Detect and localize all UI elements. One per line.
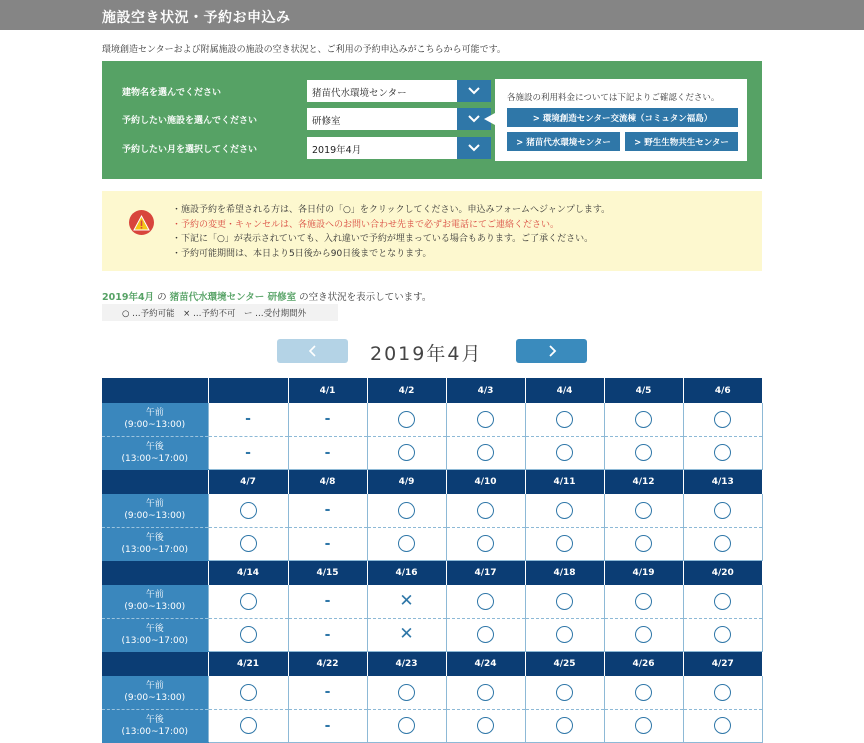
availability-cell[interactable] (683, 585, 762, 618)
date-header-cell: 4/15 (288, 560, 367, 585)
morning-row (102, 494, 762, 527)
date-header-cell: 4/6 (683, 378, 762, 403)
available-mark[interactable] (635, 411, 652, 428)
showing-of: の (157, 292, 167, 303)
availability-cell[interactable] (604, 709, 683, 742)
available-mark[interactable] (477, 684, 494, 701)
available-mark[interactable] (556, 684, 573, 701)
morning-slot-label (102, 403, 208, 436)
prev-month-button[interactable] (277, 339, 348, 363)
slot-name: 午後 (145, 623, 164, 634)
date-header-cell: 4/10 (446, 469, 525, 494)
chevron-down-icon (468, 115, 480, 123)
date-header-cell: 4/20 (683, 560, 762, 585)
morning-slot-label (102, 585, 208, 618)
availability-cell[interactable] (446, 527, 525, 560)
slot-time: (13:00~17:00) (121, 635, 188, 646)
availability-cell[interactable] (446, 494, 525, 527)
out-of-period-mark: - (324, 502, 331, 519)
building-dropdown-button[interactable] (457, 80, 491, 102)
availability-cell[interactable] (208, 494, 288, 527)
availability-cell[interactable] (446, 436, 525, 469)
slot-name: 午前 (145, 681, 164, 692)
selector-panel (102, 61, 762, 179)
availability-cell[interactable] (208, 618, 288, 651)
available-mark[interactable] (477, 626, 494, 643)
availability-cell[interactable] (208, 527, 288, 560)
showing-month: 2019年4月 (102, 292, 155, 303)
available-mark[interactable] (635, 593, 652, 610)
slot-time: (9:00~13:00) (124, 420, 186, 431)
date-header-cell: 4/22 (288, 651, 367, 676)
building-select[interactable]: 猪苗代水環境センター (307, 80, 457, 102)
availability-cell (288, 709, 367, 742)
out-of-period-mark: - (245, 411, 251, 428)
fee-info-text: 各施設の利用料金については下記よりご確認ください。 (507, 93, 720, 103)
available-mark[interactable] (477, 502, 494, 519)
date-header-cell: 4/21 (208, 651, 288, 676)
date-header-cell: 4/13 (683, 469, 762, 494)
date-header-cell: 4/9 (367, 469, 446, 494)
afternoon-slot-label (102, 709, 208, 742)
fee-box-pointer (484, 113, 495, 125)
slot-time: (13:00~17:00) (121, 726, 188, 737)
date-header-cell (208, 378, 288, 403)
availability-cell[interactable] (446, 585, 525, 618)
availability-cell[interactable] (367, 403, 446, 436)
week-header-row (102, 378, 762, 403)
out-of-period-mark: - (324, 684, 331, 701)
availability-cell[interactable] (604, 527, 683, 560)
available-mark[interactable] (714, 444, 731, 461)
out-of-period-mark: - (324, 535, 331, 552)
morning-row (102, 585, 762, 618)
availability-cell[interactable] (446, 676, 525, 709)
date-header-cell: 4/25 (525, 651, 604, 676)
availability-cell[interactable] (208, 709, 288, 742)
notice-line: ・下記に「○」が表示されていても、入れ違いで予約が埋まっている場合もあります。ご了承ください。 (172, 234, 594, 244)
availability-cell (288, 527, 367, 560)
afternoon-row (102, 527, 762, 560)
availability-cell (288, 585, 367, 618)
availability-cell[interactable] (604, 436, 683, 469)
slot-time: (9:00~13:00) (124, 602, 186, 613)
out-of-period-mark: - (324, 411, 331, 428)
afternoon-slot-label (102, 527, 208, 560)
next-month-button[interactable] (516, 339, 587, 363)
available-mark[interactable] (635, 444, 652, 461)
availability-cell[interactable] (446, 618, 525, 651)
slot-header-cell (102, 560, 208, 585)
showing-suffix: の空き状況を表示しています。 (299, 292, 432, 303)
available-mark[interactable] (240, 684, 257, 701)
date-header-cell: 4/27 (683, 651, 762, 676)
available-mark[interactable] (556, 502, 573, 519)
availability-cell[interactable] (683, 618, 762, 651)
date-header-cell: 4/7 (208, 469, 288, 494)
availability-cell[interactable] (683, 436, 762, 469)
showing-status (102, 289, 431, 303)
fee-link-commutan[interactable]: > 環境創造センター交流棟（コミュタン福島） (507, 108, 738, 127)
availability-calendar (102, 378, 763, 743)
fee-info-box (495, 79, 747, 161)
out-of-period-mark: - (324, 626, 331, 643)
availability-cell[interactable] (367, 494, 446, 527)
out-of-period-mark: - (245, 444, 251, 461)
availability-cell (367, 585, 446, 618)
date-header-cell: 4/4 (525, 378, 604, 403)
availability-cell (208, 436, 288, 469)
availability-cell[interactable] (446, 403, 525, 436)
availability-cell[interactable] (683, 709, 762, 742)
date-header-cell: 4/11 (525, 469, 604, 494)
available-mark[interactable] (635, 626, 652, 643)
slot-header-cell (102, 651, 208, 676)
availability-cell[interactable] (525, 585, 604, 618)
availability-cell (288, 436, 367, 469)
slot-header-cell (102, 469, 208, 494)
availability-cell[interactable] (683, 494, 762, 527)
availability-cell[interactable] (604, 494, 683, 527)
week-header-row (102, 560, 762, 585)
month-select-row (122, 137, 472, 159)
available-mark[interactable] (714, 535, 731, 552)
date-header-cell: 4/19 (604, 560, 683, 585)
afternoon-slot-label (102, 618, 208, 651)
availability-cell (288, 494, 367, 527)
date-header-cell: 4/12 (604, 469, 683, 494)
availability-cell (367, 618, 446, 651)
out-of-period-mark: - (324, 717, 331, 734)
available-mark[interactable] (714, 411, 731, 428)
available-mark[interactable] (556, 411, 573, 428)
slot-name: 午後 (145, 714, 164, 725)
availability-cell[interactable] (525, 618, 604, 651)
availability-cell[interactable] (525, 403, 604, 436)
available-mark[interactable] (477, 411, 494, 428)
building-label: 建物名を選んでください (122, 88, 222, 98)
available-mark[interactable] (477, 444, 494, 461)
availability-cell[interactable] (683, 676, 762, 709)
available-mark[interactable] (477, 593, 494, 610)
availability-cell[interactable] (525, 527, 604, 560)
date-header-cell: 4/3 (446, 378, 525, 403)
available-mark[interactable] (398, 684, 415, 701)
week-header-row (102, 651, 762, 676)
date-header-cell: 4/5 (604, 378, 683, 403)
availability-cell[interactable] (367, 709, 446, 742)
out-of-period-mark: - (324, 593, 331, 610)
available-mark[interactable] (240, 717, 257, 734)
month-dropdown-button[interactable] (457, 137, 491, 159)
slot-name: 午前 (145, 499, 164, 510)
notice-line-warning: ・予約の変更・キャンセルは、各施設へのお問い合わせ先まで必ずお電話にてご連絡ください。 (172, 219, 560, 230)
available-mark[interactable] (398, 717, 415, 734)
availability-cell (288, 676, 367, 709)
available-mark[interactable] (714, 626, 731, 643)
availability-cell (288, 618, 367, 651)
chevron-down-icon (468, 87, 480, 95)
available-mark[interactable] (240, 535, 257, 552)
availability-cell[interactable] (604, 403, 683, 436)
notice-line: ・施設予約を希望される方は、各日付の「○」をクリックしてください。申込みフォームへジャンプします。 (172, 205, 611, 215)
month-select[interactable]: 2019年4月 (307, 137, 457, 159)
available-mark[interactable] (398, 502, 415, 519)
calendar-month-title: 2019年4月 (370, 343, 483, 365)
available-mark[interactable] (635, 717, 652, 734)
fee-link-wildlife[interactable]: > 野生生物共生センター (625, 132, 738, 151)
available-mark[interactable] (398, 444, 415, 461)
slot-name: 午後 (145, 532, 164, 543)
fee-link-inawashiro[interactable]: > 猪苗代水環境センター (507, 132, 620, 151)
date-header-cell: 4/14 (208, 560, 288, 585)
available-mark[interactable] (714, 593, 731, 610)
available-mark[interactable] (556, 535, 573, 552)
available-mark[interactable] (398, 535, 415, 552)
slot-name: 午後 (145, 441, 164, 452)
notice-box (102, 191, 762, 271)
legend: ○ …予約可能 × …予約不可 ー …受付期間外 (102, 304, 338, 321)
afternoon-row (102, 436, 762, 469)
available-mark[interactable] (240, 593, 257, 610)
slot-time: (13:00~17:00) (121, 453, 188, 464)
available-mark[interactable] (635, 502, 652, 519)
notice-lines (172, 203, 610, 261)
date-header-cell: 4/23 (367, 651, 446, 676)
availability-cell (208, 403, 288, 436)
availability-cell[interactable] (604, 618, 683, 651)
available-mark[interactable] (635, 684, 652, 701)
availability-cell[interactable] (525, 436, 604, 469)
slot-time: (13:00~17:00) (121, 544, 188, 555)
available-mark[interactable] (477, 717, 494, 734)
availability-cell[interactable] (208, 585, 288, 618)
availability-cell[interactable] (208, 676, 288, 709)
unavailable-mark: ✕ (399, 590, 414, 611)
slot-header-cell (102, 378, 208, 403)
building-select-row (122, 80, 472, 102)
availability-cell[interactable] (604, 676, 683, 709)
slot-name: 午前 (145, 590, 164, 601)
availability-cell[interactable] (525, 676, 604, 709)
chevron-right-icon (548, 345, 556, 357)
availability-cell[interactable] (683, 527, 762, 560)
availability-cell (288, 403, 367, 436)
facility-select-row (122, 108, 472, 130)
showing-place: 猪苗代水環境センター 研修室 (169, 292, 297, 303)
facility-label: 予約したい施設を選んでください (122, 116, 258, 126)
intro-text: 環境創造センターおよび附属施設の施設の空き状況と、ご利用の予約申込みがこちらから可能です。 (102, 45, 506, 55)
chevron-left-icon (309, 345, 317, 357)
chevron-down-icon (468, 144, 480, 152)
month-label: 予約したい月を選択してください (122, 145, 258, 155)
availability-cell[interactable] (604, 585, 683, 618)
date-header-cell: 4/16 (367, 560, 446, 585)
morning-row (102, 676, 762, 709)
afternoon-row (102, 709, 762, 742)
available-mark[interactable] (556, 444, 573, 461)
available-mark[interactable] (240, 626, 257, 643)
week-header-row (102, 469, 762, 494)
date-header-cell: 4/18 (525, 560, 604, 585)
warning-triangle-icon (133, 215, 150, 231)
availability-cell[interactable] (367, 676, 446, 709)
available-mark[interactable] (556, 593, 573, 610)
facility-select[interactable]: 研修室 (307, 108, 457, 130)
slot-time: (9:00~13:00) (124, 693, 186, 704)
date-header-cell: 4/2 (367, 378, 446, 403)
morning-slot-label (102, 494, 208, 527)
morning-row (102, 403, 762, 436)
date-header-cell: 4/1 (288, 378, 367, 403)
date-header-cell: 4/26 (604, 651, 683, 676)
date-header-cell: 4/8 (288, 469, 367, 494)
available-mark[interactable] (714, 717, 731, 734)
date-header-cell: 4/24 (446, 651, 525, 676)
availability-cell[interactable] (367, 436, 446, 469)
availability-cell[interactable] (683, 403, 762, 436)
available-mark[interactable] (635, 535, 652, 552)
warning-icon (129, 210, 154, 235)
available-mark[interactable] (556, 717, 573, 734)
unavailable-mark: ✕ (399, 624, 414, 644)
notice-line: ・予約可能期間は、本日より5日後から90日後までとなります。 (172, 248, 432, 259)
available-mark[interactable] (477, 535, 494, 552)
date-header-cell: 4/17 (446, 560, 525, 585)
availability-cell[interactable] (525, 494, 604, 527)
available-mark[interactable] (714, 502, 731, 519)
out-of-period-mark: - (324, 444, 331, 461)
morning-slot-label (102, 676, 208, 709)
availability-cell[interactable] (446, 709, 525, 742)
slot-name: 午前 (145, 408, 164, 419)
available-mark[interactable] (556, 626, 573, 643)
slot-time: (9:00~13:00) (124, 511, 186, 522)
available-mark[interactable] (398, 411, 415, 428)
page-title: 施設空き状況・予約お申込み (0, 0, 864, 30)
available-mark[interactable] (240, 502, 257, 519)
availability-cell[interactable] (525, 709, 604, 742)
availability-cell[interactable] (367, 527, 446, 560)
afternoon-row (102, 618, 762, 651)
available-mark[interactable] (714, 684, 731, 701)
afternoon-slot-label (102, 436, 208, 469)
